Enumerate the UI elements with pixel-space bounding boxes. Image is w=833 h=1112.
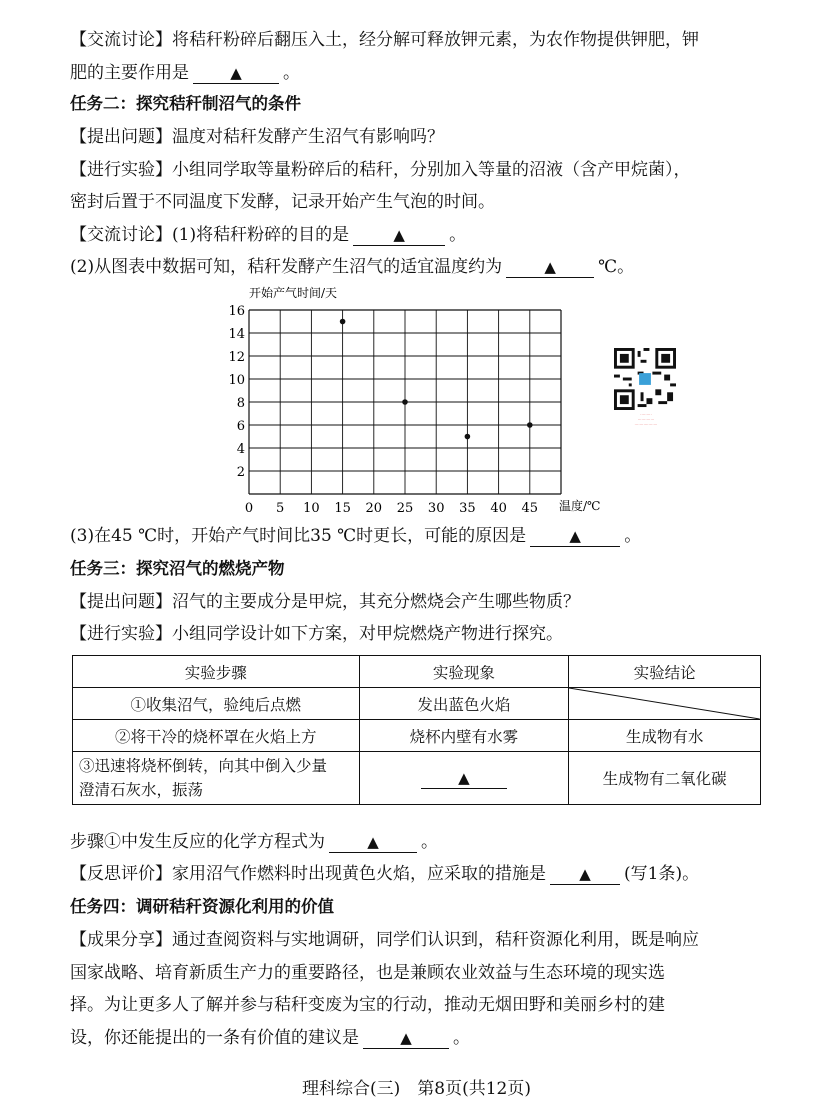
- table-row: [73, 720, 761, 752]
- data-point: [402, 399, 408, 405]
- triangle-mark: ▲: [230, 64, 242, 82]
- triangle-mark: ▲: [579, 865, 591, 883]
- text-line: [70, 621, 770, 647]
- triangle-mark: ▲: [569, 527, 581, 545]
- answer-blank[interactable]: [506, 257, 594, 278]
- text-line: [70, 523, 770, 549]
- paragraph-text: 【反思评价】家用沼气作燃料时出现黄色火焰，应采取的措施是: [70, 864, 546, 884]
- step-text: 澄清石灰水，振荡: [79, 781, 204, 799]
- table-row: [73, 752, 761, 805]
- y-tick-labels: [228, 304, 245, 480]
- text-line: [70, 589, 770, 615]
- data-point: [527, 422, 533, 428]
- x-tick-label: 25: [396, 501, 414, 516]
- table-cell-step: [73, 752, 360, 805]
- data-point: [340, 319, 346, 325]
- paragraph-text: 步骤①中发生反应的化学方程式为: [70, 832, 325, 852]
- y-axis-label: 开始产气时间/天: [249, 286, 338, 300]
- x-tick-label: 10: [303, 501, 320, 516]
- y-tick-label: 2: [236, 465, 245, 480]
- text-line: [70, 927, 770, 953]
- paragraph-text: 【进行实验】小组同学设计如下方案，对甲烷燃烧产物进行探究。: [70, 624, 563, 644]
- text-line: [70, 124, 770, 150]
- text-line: [70, 992, 770, 1018]
- paragraph-text: 【进行实验】小组同学取等量粉碎后的秸秆，分别加入等量的沼液（含产甲烷菌），: [70, 160, 691, 180]
- y-tick-label: 10: [228, 373, 245, 388]
- paragraph-text: 密封后置于不同温度下发酵，记录开始产生气泡的时间。: [70, 192, 495, 212]
- table-cell-phenomenon: [359, 752, 569, 805]
- paragraph-text: ℃。: [598, 257, 635, 277]
- data-point: [465, 434, 471, 440]
- page-footer: 理科综合(三) 第8页(共12页): [302, 1079, 531, 1099]
- text-line: [70, 157, 770, 183]
- paragraph-text: 肥的主要作用是: [70, 63, 189, 83]
- answer-blank[interactable]: [421, 768, 507, 789]
- x-tick-label: 0: [244, 501, 254, 516]
- x-tick-label: 45: [521, 501, 539, 516]
- table-header-step: 实验步骤: [73, 656, 360, 688]
- table-cell-conclusion: 生成物有水: [569, 720, 761, 752]
- triangle-mark: ▲: [400, 1029, 412, 1047]
- table-cell-conclusion: 生成物有二氧化碳: [569, 752, 761, 805]
- table-cell-phenomenon: 发出蓝色火焰: [359, 688, 569, 720]
- step-text: ③迅速将烧杯倒转，向其中倒入少量: [79, 757, 328, 775]
- table-row: [73, 688, 761, 720]
- text-line: [70, 1025, 770, 1051]
- x-tick-labels: [245, 501, 538, 516]
- paragraph-text: 【提出问题】温度对秸秆发酵产生沼气有影响吗？: [70, 127, 444, 147]
- answer-blank[interactable]: [363, 1028, 449, 1049]
- task-heading: [70, 556, 770, 582]
- paragraph-text: 。: [449, 225, 467, 245]
- paragraph-text: 。: [283, 63, 300, 83]
- diagonal-slash: [569, 688, 760, 719]
- y-tick-label: 6: [236, 419, 245, 434]
- x-tick-label: 30: [427, 501, 445, 516]
- table-cell-step: ②将干冷的烧杯罩在火焰上方: [73, 720, 360, 752]
- table-cell-phenomenon: 烧杯内壁有水雾: [359, 720, 569, 752]
- table-cell-conclusion-empty: [569, 688, 761, 720]
- triangle-mark: ▲: [544, 258, 556, 276]
- y-tick-label: 12: [228, 350, 245, 365]
- text-line: [70, 829, 770, 855]
- task-title: 任务四：调研秸秆资源化利用的价值: [70, 897, 334, 916]
- paragraph-text: (3)在45 ℃时，开始产气时间比35 ℃时更长，可能的原因是: [70, 526, 527, 546]
- scatter-chart: [225, 283, 601, 516]
- table-header-conclusion: 实验结论: [569, 656, 761, 688]
- paragraph-text: (写1条)。: [624, 864, 700, 884]
- answer-blank[interactable]: [550, 864, 620, 885]
- text-line: [70, 27, 770, 53]
- y-tick-label: 4: [236, 442, 245, 457]
- task-heading: [70, 91, 770, 117]
- x-tick-label: 5: [276, 501, 285, 516]
- y-tick-label: 8: [236, 396, 245, 411]
- triangle-mark: ▲: [458, 768, 470, 787]
- paragraph-text: 择。为让更多人了解并参与秸秆变废为宝的行动，推动无烟田野和美丽乡村的建: [70, 995, 665, 1015]
- text-line: [70, 189, 770, 215]
- paragraph-text: 。: [453, 1028, 470, 1048]
- triangle-mark: ▲: [367, 833, 379, 851]
- triangle-mark: ▲: [393, 226, 405, 244]
- paragraph-text: (2)从图表中数据可知，秸秆发酵产生沼气的适宜温度约为: [70, 257, 503, 277]
- answer-blank[interactable]: [530, 526, 620, 547]
- task-heading: [70, 894, 770, 920]
- qr-caption-decoration: ········· ············· ··················: [634, 412, 658, 427]
- paragraph-text: 国家战略、培育新质生产力的重要路径，也是兼顾农业效益与生态环境的现实选: [70, 963, 665, 983]
- paragraph-text: 。: [624, 526, 642, 546]
- x-axis-label: 温度/℃: [559, 499, 601, 513]
- paragraph-text: 设，你还能提出的一条有价值的建议是: [70, 1028, 359, 1048]
- text-line: [70, 222, 770, 248]
- text-line: [70, 861, 770, 887]
- y-tick-label: 14: [228, 327, 245, 342]
- paragraph-text: 【提出问题】沼气的主要成分是甲烷，其充分燃烧会产生哪些物质？: [70, 592, 580, 612]
- x-tick-label: 40: [490, 501, 507, 516]
- x-tick-label: 35: [459, 501, 476, 516]
- text-line: [70, 960, 770, 986]
- answer-blank[interactable]: [329, 832, 417, 853]
- paragraph-text: 【交流讨论】将秸秆粉碎后翻压入土，经分解可释放钾元素，为农作物提供钾肥，钾: [70, 30, 699, 50]
- paragraph-text: 【交流讨论】(1)将秸秆粉碎的目的是: [70, 225, 350, 245]
- text-line: [70, 60, 770, 86]
- task-title: 任务三：探究沼气的燃烧产物: [70, 559, 285, 578]
- experiment-table: [72, 655, 761, 805]
- answer-blank[interactable]: [353, 225, 445, 246]
- x-tick-label: 15: [334, 501, 351, 516]
- y-tick-label: 16: [228, 304, 245, 319]
- table-cell-step: ①收集沼气，验纯后点燃: [73, 688, 360, 720]
- x-tick-label: 20: [365, 501, 383, 516]
- task-title: 任务二：探究秸秆制沼气的条件: [70, 94, 301, 113]
- qr-code: [614, 348, 676, 410]
- table-header-phenomenon: 实验现象: [359, 656, 569, 688]
- paragraph-text: 。: [421, 832, 438, 852]
- text-line: [70, 254, 770, 280]
- paragraph-text: 【成果分享】通过查阅资料与实地调研，同学们认识到，秸秆资源化利用，既是响应: [70, 930, 699, 950]
- answer-blank[interactable]: [193, 63, 279, 84]
